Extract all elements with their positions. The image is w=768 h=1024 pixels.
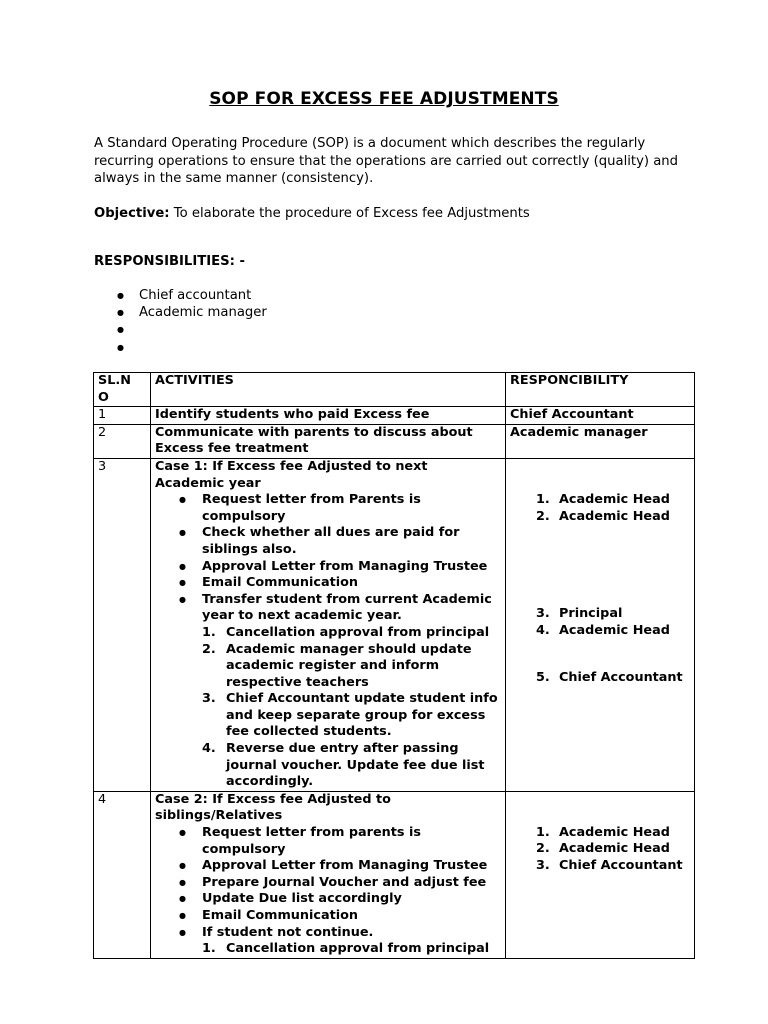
case-1-step <box>202 642 501 692</box>
case-1-responsibilities <box>506 458 695 791</box>
resp-number: 5. <box>536 670 550 686</box>
step-text: Cancellation approval from principal <box>226 624 490 640</box>
resp-text: Principal <box>559 606 623 622</box>
table-row <box>94 424 695 458</box>
objective-line <box>94 205 530 223</box>
resp-text: Academic Head <box>559 824 670 840</box>
row-activity: Communicate with parents to discuss about Excess fee treatment <box>151 424 506 458</box>
case-1-bullet: ● Request letter from Parents is compulsory <box>179 492 501 525</box>
resp-item <box>536 858 690 875</box>
resp-number: 2. <box>536 508 550 524</box>
case-2-step <box>202 941 501 958</box>
sop-table <box>93 372 695 959</box>
step-number: 2. <box>202 641 216 657</box>
case-2-bullet: ● Request letter from parents is compulsory <box>179 825 501 858</box>
resp-text: Chief Accountant <box>559 858 683 874</box>
case-2-heading: Case 2: If Excess fee Adjusted to siblings/Relatives <box>155 791 391 824</box>
case-1-step <box>202 691 501 741</box>
step-number: 1. <box>202 624 216 640</box>
case-1-step <box>202 625 501 642</box>
step-text: Academic manager should update academic register and inform respective teachers <box>226 641 472 690</box>
case-1-bullet: ● Check whether all dues are paid for siblings also. <box>179 525 501 558</box>
header-responsibility: RESPONCIBILITY <box>506 373 695 407</box>
resp-number: 1. <box>536 491 550 507</box>
case-2-responsibilities <box>506 791 695 958</box>
resp-item <box>536 670 690 687</box>
step-text: Chief Accountant update student info and keep separate group for excess fee collected students. <box>226 691 498 740</box>
row-slno: 3 <box>94 458 151 791</box>
resp-number: 3. <box>536 858 550 874</box>
row-responsibility: Chief Accountant <box>506 407 695 425</box>
case-2-bullet: ● Email Communication <box>179 908 501 925</box>
row-responsibility: Academic manager <box>506 424 695 458</box>
resp-number: 1. <box>536 824 550 840</box>
resp-item <box>536 623 690 640</box>
row-slno: 4 <box>94 791 151 958</box>
table-row-case-1 <box>94 458 695 791</box>
case-2-resp-list <box>510 825 690 875</box>
resp-text: Academic Head <box>559 841 670 857</box>
resp-text: Academic Head <box>559 622 670 638</box>
case-1-activity <box>151 458 506 791</box>
resp-item <box>536 606 690 623</box>
resp-item <box>536 509 690 526</box>
table-row-case-2 <box>94 791 695 958</box>
case-2-bullet: ● If student not continue. <box>179 925 501 942</box>
row-slno: 1 <box>94 407 151 425</box>
case-1-bullet: ● Approval Letter from Managing Trustee <box>179 559 501 576</box>
table-row <box>94 407 695 425</box>
resp-number: 3. <box>536 606 550 622</box>
case-1-step <box>202 741 501 791</box>
responsibilities-list <box>117 287 267 356</box>
case-2-bullet: ● Approval Letter from Managing Trustee <box>179 858 501 875</box>
objective-label: Objective: <box>94 206 170 221</box>
document-title: SOP FOR EXCESS FEE ADJUSTMENTS <box>209 89 559 109</box>
intro-paragraph: A Standard Operating Procedure (SOP) is a document which describes the regularly recurring operations to ensure that the operations are carried out correctly (quality) and always in the same manner (consistency). <box>94 136 679 186</box>
resp-text: Chief Accountant <box>559 670 683 686</box>
responsibility-item <box>117 339 267 356</box>
resp-item <box>536 841 690 858</box>
resp-item <box>536 825 690 842</box>
resp-number: 2. <box>536 841 550 857</box>
case-2-bullet: ● Update Due list accordingly <box>179 891 501 908</box>
case-2-bullets <box>155 825 501 941</box>
case-1-bullet: ● Email Communication <box>179 575 501 592</box>
row-activity: Identify students who paid Excess fee <box>151 407 506 425</box>
responsibility-item: ● Chief accountant <box>117 287 267 304</box>
row-slno: 2 <box>94 424 151 458</box>
case-1-steps <box>155 625 501 791</box>
step-text: Cancellation approval from principal <box>226 941 490 957</box>
step-number: 3. <box>202 691 216 707</box>
case-2-activity <box>151 791 506 958</box>
objective-text: To elaborate the procedure of Excess fee Adjustments <box>169 206 530 221</box>
case-2-bullet: ● Prepare Journal Voucher and adjust fee <box>179 875 501 892</box>
step-number: 1. <box>202 941 216 957</box>
case-1-heading: Case 1: If Excess fee Adjusted to next Academic year <box>155 458 428 491</box>
header-slno: SL.N O <box>94 373 151 407</box>
case-1-bullet: ● Transfer student from current Academic year to next academic year. <box>179 592 501 625</box>
resp-item <box>536 492 690 509</box>
resp-text: Academic Head <box>559 491 670 507</box>
case-2-steps <box>155 941 501 958</box>
case-1-bullets <box>155 492 501 625</box>
responsibility-item: ● Academic manager <box>117 304 267 321</box>
responsibility-item <box>117 321 267 338</box>
step-number: 4. <box>202 741 216 757</box>
resp-text: Academic Head <box>559 508 670 524</box>
header-activities: ACTIVITIES <box>151 373 506 407</box>
resp-number: 4. <box>536 622 550 638</box>
case-1-resp-list <box>510 492 690 687</box>
responsibilities-heading: RESPONSIBILITIES: - <box>94 254 245 269</box>
step-text: Reverse due entry after passing journal voucher. Update fee due list accordingly. <box>226 741 485 790</box>
table-header-row <box>94 373 695 407</box>
